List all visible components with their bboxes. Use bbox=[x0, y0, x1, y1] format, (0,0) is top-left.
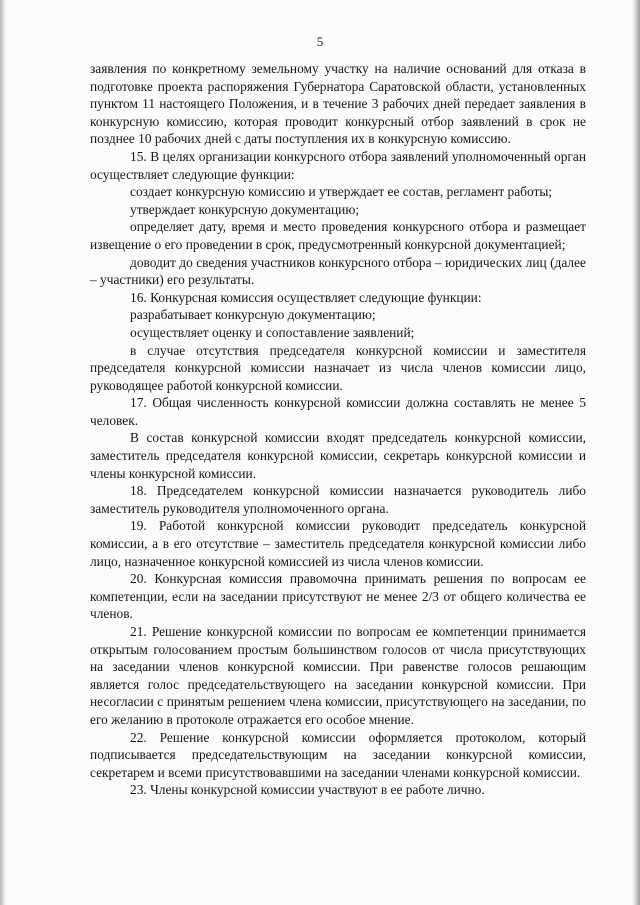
paragraph: 16. Конкурсная комиссия осуществляет следующие функции: bbox=[130, 289, 482, 305]
paragraph: доводит до сведения участников конкурсного отбора – юридических лиц (далее – участники) его результаты. bbox=[90, 254, 586, 288]
paragraph: 17. Общая численность конкурсной комиссии должна составлять не менее 5 человек. bbox=[90, 395, 586, 428]
paragraph: определяет дату, время и место проведения конкурсного отбора и размещает извещение о его проведении в срок, предусмотренный конкурсной документацией; bbox=[90, 219, 586, 252]
paragraph: 20. Конкурсная комиссия правомочна принимать решения по вопросам ее компетенции, если на заседании присутствуют не менее 2/3 от общего количества ее членов. bbox=[90, 571, 586, 622]
paragraph: разрабатывает конкурсную документацию; bbox=[130, 307, 376, 323]
scan-edge-right bbox=[632, 0, 640, 905]
paragraph: 22. Решение конкурсной комиссии оформляется протоколом, который подписывается председательствующим на заседании конкурсной комиссии, секретарем и всеми присутствовавшими на заседании членами конкурсной комиссии. bbox=[90, 729, 586, 780]
document-body bbox=[90, 60, 586, 799]
paragraph: осуществляет оценку и сопоставление заявлений; bbox=[130, 324, 415, 340]
paragraph: 23. Члены конкурсной комиссии участвуют в ее работе лично. bbox=[130, 782, 485, 798]
paragraph: в случае отсутствия председателя конкурсной комиссии и заместителя председателя конкурсной комиссии назначает из числа членов комиссии лицо, руководящее работой конкурсной комиссии. bbox=[90, 342, 586, 393]
page-number: 5 bbox=[316, 34, 324, 49]
paragraph: заявления по конкретному земельному участку на наличие оснований для отказа в подготовке проекта распоряжения Губернатора Саратовской области, установленных пунктом 11 настоящего Положения, и в течение 3 рабочих дней передает заявления в конкурсную комиссию, которая проводит конкурсный отбор заявлений в срок не позднее 10 рабочих дней с даты поступления их в конкурсную комиссию. bbox=[90, 61, 586, 147]
paragraph: 18. Председателем конкурсной комиссии назначается руководитель либо заместитель руководителя уполномоченного органа. bbox=[90, 483, 586, 516]
paragraph: создает конкурсную комиссию и утверждает ее состав, регламент работы; bbox=[130, 184, 553, 200]
paragraph: 21. Решение конкурсной комиссии по вопросам ее компетенции принимается открытым голосованием простым большинством голосов от числа присутствующих на заседании членов конкурсной комиссии. При равенстве голосов решающим является голос председательствующего на заседании конкурсной комиссии. При несогласии с принятым решением члена комиссии, присутствующего на заседании, по его желанию в протоколе отражается его особое мнение. bbox=[90, 624, 586, 727]
paragraph: В состав конкурсной комиссии входят председатель конкурсной комиссии, заместитель председателя конкурсной комиссии, секретарь конкурсной комиссии и члены конкурсной комиссии. bbox=[90, 430, 586, 481]
scan-edge-left bbox=[0, 0, 6, 905]
paragraph: 15. В целях организации конкурсного отбора заявлений уполномоченный орган осуществляет следующие функции: bbox=[90, 148, 586, 182]
paragraph: утверждает конкурсную документацию; bbox=[130, 201, 360, 217]
paragraph: 19. Работой конкурсной комиссии руководит председатель конкурсной комиссии, а в его отсутствие – заместитель председателя конкурсной комиссии либо лицо, назначенное конкурсной комиссией из числа членов комиссии. bbox=[90, 518, 586, 569]
